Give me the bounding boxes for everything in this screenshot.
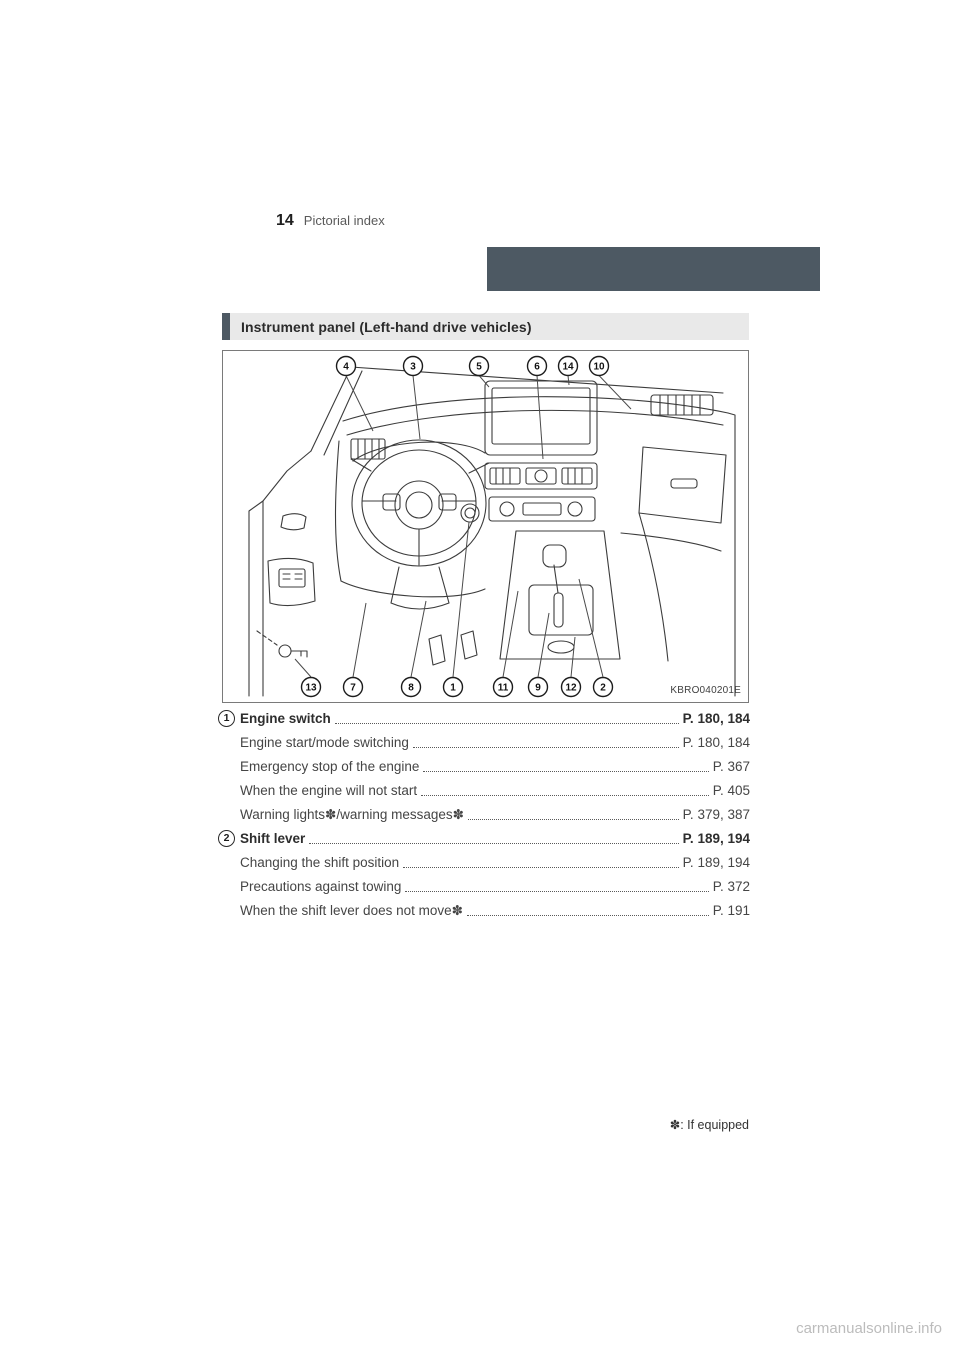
- if-equipped-footnote: ✽: If equipped: [669, 1118, 749, 1132]
- dot-leader: [468, 819, 679, 820]
- dot-leader: [309, 843, 678, 844]
- figure-callout-11: [494, 678, 513, 697]
- index-subitem-label: Emergency stop of the engine: [240, 759, 420, 774]
- callout-number-badge: 2: [218, 830, 235, 847]
- index-entry-title: Shift lever: [240, 831, 306, 846]
- callout-label: 4: [343, 361, 349, 373]
- dot-leader: [335, 723, 679, 724]
- dot-leader: [467, 915, 709, 916]
- callout-number-badge: 1: [218, 710, 235, 727]
- index-subitem: [218, 854, 750, 871]
- callout-label: 13: [305, 682, 317, 694]
- index-subitem: [218, 806, 750, 823]
- section-header: [222, 313, 749, 340]
- figure-callout-6: [528, 357, 547, 376]
- figure-callout-8: [402, 678, 421, 697]
- index-subitem-label: Changing the shift position: [240, 855, 400, 870]
- callout-label: 9: [535, 682, 541, 694]
- index-subitem: [218, 758, 750, 775]
- callout-label: 1: [450, 682, 456, 694]
- figure-callout-13: [302, 678, 321, 697]
- index-subitem: [218, 902, 750, 919]
- section-bullet: [222, 313, 230, 340]
- callout-label: 14: [562, 361, 574, 373]
- callout-label: 5: [476, 361, 482, 373]
- page-reference: P. 189, 194: [682, 855, 750, 870]
- index-subitem: [218, 878, 750, 895]
- dot-leader: [421, 795, 709, 796]
- callout-label: 6: [534, 361, 540, 373]
- figure-callout-3: [404, 357, 423, 376]
- index-entry-shift-lever: [218, 830, 750, 847]
- figure-callout-1: [444, 678, 463, 697]
- figure-callout-7: [344, 678, 363, 697]
- figure-callout-5: [470, 357, 489, 376]
- page-reference: P. 379, 387: [682, 807, 750, 822]
- page-reference: P. 180, 184: [682, 711, 750, 726]
- pictorial-index-list: [218, 708, 750, 926]
- instrument-panel-figure: [222, 350, 749, 703]
- callout-label: 10: [593, 361, 605, 373]
- index-subitem: [218, 782, 750, 799]
- dot-leader: [403, 867, 679, 868]
- index-subitem: [218, 734, 750, 751]
- page-reference: P. 191: [712, 903, 750, 918]
- callout-label: 12: [565, 682, 577, 694]
- figure-callout-9: [529, 678, 548, 697]
- page-reference: P. 405: [712, 783, 750, 798]
- chapter-title: Pictorial index: [303, 213, 385, 228]
- page-header: [276, 212, 385, 230]
- figure-callout-14: [559, 357, 578, 376]
- dot-leader: [413, 747, 679, 748]
- page-reference: P. 372: [712, 879, 750, 894]
- figure-callout-2: [594, 678, 613, 697]
- callout-label: 3: [410, 361, 416, 373]
- dot-leader: [405, 891, 708, 892]
- chapter-tab-banner: [487, 247, 820, 291]
- index-entry-title: Engine switch: [240, 711, 331, 726]
- instrument-panel-diagram: [223, 351, 747, 701]
- section-title: Instrument panel (Left-hand drive vehicles): [241, 318, 532, 335]
- index-subitem-label: Engine start/mode switching: [240, 735, 409, 750]
- index-subitem-label: When the shift lever does not move✽: [240, 903, 463, 918]
- figure-callout-4: [337, 357, 356, 376]
- dot-leader: [423, 771, 708, 772]
- callout-label: 11: [497, 682, 509, 694]
- page-reference: P. 189, 194: [682, 831, 750, 846]
- figure-callout-12: [562, 678, 581, 697]
- callout-label: 7: [350, 682, 356, 694]
- site-watermark: carmanualsonline.info: [796, 1320, 942, 1337]
- index-subitem-label: When the engine will not start: [240, 783, 418, 798]
- callout-label: 2: [600, 682, 606, 694]
- index-entry-engine-switch: [218, 710, 750, 727]
- index-subitem-label: Precautions against towing: [240, 879, 402, 894]
- page-reference: P. 367: [712, 759, 750, 774]
- figure-code: KBRO040201E: [670, 685, 741, 696]
- dashboard-linework: [249, 367, 735, 696]
- index-subitem-label: Warning lights✽/warning messages✽: [240, 807, 464, 822]
- page-reference: P. 180, 184: [682, 735, 750, 750]
- figure-callout-10: [590, 357, 609, 376]
- callout-label: 8: [408, 682, 414, 694]
- page-number: 14: [276, 212, 294, 229]
